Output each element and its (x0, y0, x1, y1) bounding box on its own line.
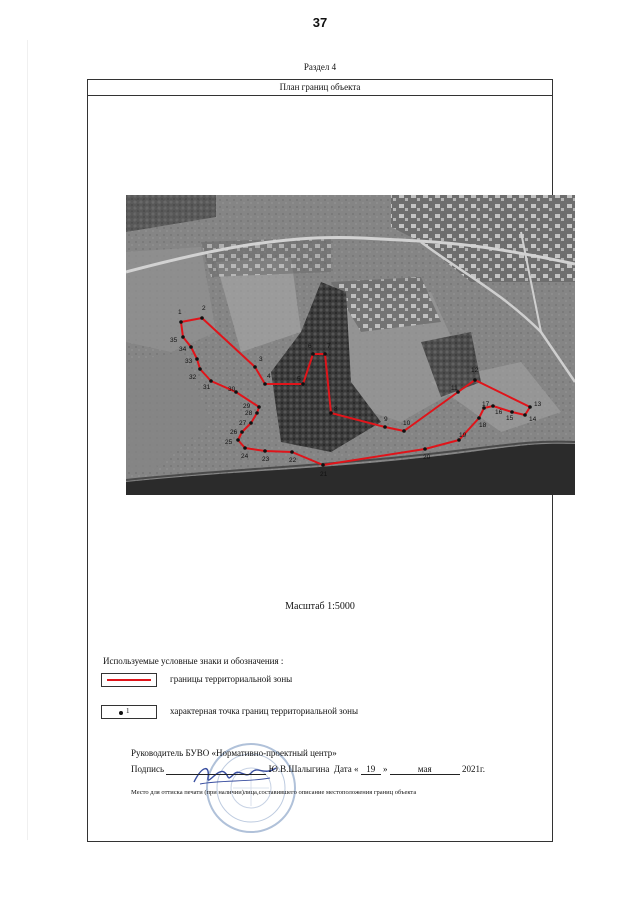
boundary-point-label-35: 35 (170, 337, 178, 344)
boundary-point-label-15: 15 (506, 415, 514, 422)
boundary-point-33 (195, 357, 199, 361)
boundary-point-5 (301, 382, 305, 386)
boundary-point-label-28: 28 (245, 410, 253, 417)
boundary-point-label-21: 21 (320, 471, 328, 478)
date-month: мая (390, 764, 460, 775)
boundary-point-label-2: 2 (202, 305, 206, 312)
boundary-point-2 (200, 316, 204, 320)
boundary-point-10 (402, 429, 406, 433)
red-line-symbol (107, 679, 151, 681)
scan-edge-line (27, 40, 28, 840)
point-symbol-label: 1 (126, 707, 130, 715)
boundary-point-14 (523, 413, 527, 417)
legend-label: границы территориальной зоны (170, 674, 293, 684)
plan-title: План границ объекта (88, 80, 552, 96)
boundary-point-25 (236, 438, 240, 442)
boundary-point-24 (243, 446, 247, 450)
boundary-point-1 (179, 320, 183, 324)
boundary-point-label-24: 24 (241, 453, 249, 460)
boundary-point-13 (528, 405, 532, 409)
page-number: 37 (312, 15, 328, 30)
date-year: 2021г. (462, 764, 485, 774)
boundary-point-label-22: 22 (289, 457, 297, 464)
boundary-point-7 (323, 352, 327, 356)
legend-symbol-box (101, 705, 157, 719)
boundary-point-label-13: 13 (534, 401, 542, 408)
boundary-point-label-32: 32 (189, 374, 197, 381)
boundary-point-label-6: 6 (308, 343, 312, 350)
boundary-point-18 (477, 416, 481, 420)
boundary-point-label-10: 10 (403, 420, 411, 427)
legend-symbol-box (101, 673, 157, 687)
boundary-point-label-11: 11 (451, 385, 458, 392)
boundary-point-label-18: 18 (479, 422, 487, 429)
signer-name: Ю.В.Шалыгина (268, 764, 330, 774)
boundary-point-23 (263, 449, 267, 453)
boundary-point-9 (383, 425, 387, 429)
boundary-point-34 (189, 345, 193, 349)
boundary-point-21 (321, 463, 325, 467)
boundary-point-label-9: 9 (384, 416, 388, 423)
boundary-point-label-16: 16 (495, 409, 503, 416)
boundary-point-28 (255, 411, 259, 415)
boundary-point-8 (329, 411, 333, 415)
legend-label: характерная точка границ территориальной зоны (170, 706, 359, 716)
boundary-point-label-17: 17 (482, 401, 490, 408)
signature-line (131, 764, 485, 775)
date-separator: » (383, 764, 388, 774)
boundary-point-32 (198, 367, 202, 371)
legend-heading: Используемые условные знаки и обозначения : (103, 656, 284, 666)
director-line: Руководитель БУВО «Нормативно-проектный центр» (131, 748, 337, 758)
boundary-point-label-31: 31 (203, 384, 211, 391)
boundary-point-15 (510, 410, 514, 414)
boundary-point-label-23: 23 (262, 456, 270, 463)
boundary-point-label-25: 25 (225, 439, 233, 446)
boundary-point-22 (290, 450, 294, 454)
date-label: Дата « (333, 764, 359, 774)
boundary-point-label-3: 3 (259, 356, 263, 363)
boundary-point-label-5: 5 (297, 376, 301, 383)
boundary-point-3 (253, 365, 257, 369)
point-symbol (119, 711, 123, 715)
document-frame (87, 79, 553, 842)
boundary-point-26 (240, 430, 244, 434)
boundary-point-12 (473, 378, 477, 382)
section-label: Раздел 4 (303, 62, 337, 72)
boundary-point-label-4: 4 (267, 373, 271, 380)
signature-label: Подпись (131, 764, 165, 774)
boundary-point-label-12: 12 (471, 367, 479, 374)
boundary-point-27 (249, 421, 253, 425)
boundary-point-label-29: 29 (243, 403, 251, 410)
boundary-point-label-27: 27 (239, 420, 247, 427)
boundary-point-label-7: 7 (327, 343, 331, 350)
boundary-point-16 (491, 404, 495, 408)
boundary-point-label-34: 34 (179, 346, 187, 353)
date-day: 19 (361, 764, 381, 775)
boundary-point-label-26: 26 (230, 429, 238, 436)
boundary-point-label-19: 19 (459, 432, 467, 439)
boundary-point-label-33: 33 (185, 358, 193, 365)
boundary-point-4 (263, 382, 267, 386)
signature-field (166, 764, 266, 775)
map-scale: Масштаб 1:5000 (285, 601, 355, 612)
stamp-place-note: Место для оттиска печати (при наличии)лица,составившего описание местоположения границ объекта (131, 789, 417, 796)
boundary-point-label-8: 8 (334, 406, 338, 413)
map-canvas (126, 195, 575, 495)
boundary-point-label-1: 1 (178, 309, 182, 316)
boundary-point-label-14: 14 (529, 416, 537, 423)
boundary-point-label-20: 20 (423, 454, 431, 461)
boundary-point-29 (257, 405, 261, 409)
boundary-point-31 (209, 379, 213, 383)
aerial-map (126, 195, 575, 495)
boundary-point-20 (423, 447, 427, 451)
boundary-point-label-30: 30 (228, 386, 236, 393)
boundary-point-6 (311, 352, 315, 356)
boundary-point-35 (181, 335, 185, 339)
